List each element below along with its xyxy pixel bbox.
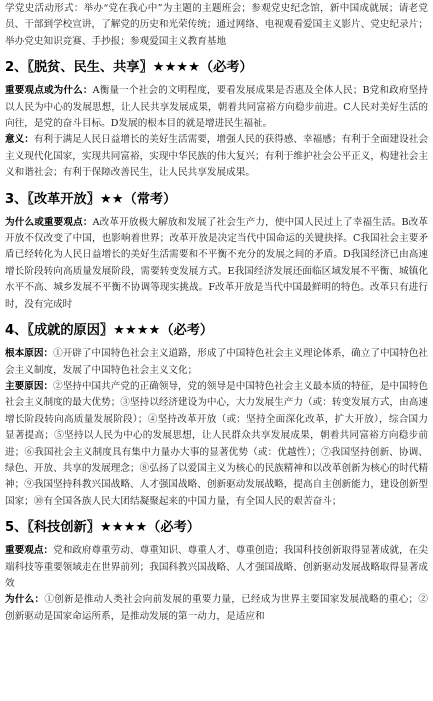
paragraph-text: 有利于满足人民日益增长的美好生活需要，增强人民的获得感、幸福感；有利于全面建设社会主义现代化国家，实现共同富裕，实现中华民族的伟大复兴；有利于维护社会公平正义，构建社会主义和谐社会；有利于保障改善民生，让人民共享发展成果。 bbox=[5, 134, 429, 179]
paragraph-viewpoints bbox=[5, 83, 428, 132]
paragraph-text: ①创新是推动人类社会向前发展的重要力量，已经成为世界主要国家发展战略的重心；②创新驱动是国家命运所系，是推动发展的第一动力，是适应和 bbox=[5, 594, 428, 622]
paragraph-text: A衡量一个社会的文明程度，要看发展成果是否惠及全体人民；B党和政府坚持以人民为中心的发展思想，让人民共享发展成果，朝着共同富裕方向稳步前进。C人民对美好生活的向往，是党的奋斗目标。D发展的根本目的就是增进民生福祉。 bbox=[5, 85, 428, 130]
paragraph-significance bbox=[5, 132, 428, 181]
paragraph-label: 主要原因： bbox=[5, 380, 54, 392]
paragraph-label: 为什么或重要观点： bbox=[5, 216, 93, 228]
section-heading: 3、〖改革开放〗★★（常考） bbox=[5, 191, 177, 207]
paragraph-viewpoints bbox=[5, 543, 428, 592]
paragraph-text: 党和政府尊重劳动、尊重知识、尊重人才、尊重创造；我国科技创新取得显著成就，在尖端科技等重要领域走在世界前列；我国科教兴国战略、人才强国战略、创新驱动发展战略取得显著成效 bbox=[5, 545, 429, 589]
section-reform-opening bbox=[5, 189, 428, 313]
intro-paragraph: 学党史活动形式：举办“党在我心中”为主题的主题班会；参观党史纪念馆，新中国成就展；请老党员、干部到学校宣讲，了解党的历史和光荣传统；通过网络、电视观看爱国主义影片、党史纪录片；举办党史知识竞赛、手抄报；参观爱国主义教育基地 bbox=[5, 3, 429, 47]
paragraph-text: A改革开放极大解放和发展了社会生产力，使中国人民过上了幸福生活。B改革开放不仅改变了中国，也影响着世界；改革开放是决定当代中国命运的关键抉择。C我国社会主要矛盾已经转化为人民日益增长的美好生活需要和不平衡不充分的发展之间的矛盾。D我国经济已由高速增长阶段转向高质量发展阶段，需要转变发展方式。E我国经济发展还面临区域发展不平衡、城镇化水平不高、城乡发展不平衡不协调等现实挑战。F改革开放是当代中国最鲜明的特色。改革只有进行时，没有完成时 bbox=[5, 216, 428, 310]
paragraph-why bbox=[5, 215, 428, 313]
section-heading: 4、〖成就的原因〗★★★★（必考） bbox=[5, 323, 214, 339]
paragraph-why bbox=[5, 592, 428, 625]
paragraph-text: ①开辟了中国特色社会主义道路，形成了中国特色社会主义理论体系，确立了中国特色社会主义制度，发展了中国特色社会主义文化； bbox=[5, 348, 429, 376]
paragraph-label: 为什么： bbox=[5, 594, 45, 606]
paragraph-label: 根本原因： bbox=[5, 348, 54, 360]
section-tech-innovation bbox=[5, 517, 428, 625]
paragraph-main-causes bbox=[5, 379, 428, 510]
paragraph-label: 重要观点： bbox=[5, 545, 54, 557]
paragraph-label: 重要观点或为什么： bbox=[5, 85, 93, 97]
paragraph-text: ②坚持中国共产党的正确领导，党的领导是中国特色社会主义最本质的特征，是中国特色社会主义制度的最大优势；③坚持以经济建设为中心，大力发展生产力（或：转变发展方式，由高速增长阶段转向高质量发展阶段）；④坚持改革开放（或：坚持全面深化改革，扩大开放），综合国力显著提高；⑤坚持以人民为中心的发展思想，让人民群众共享发展成果，朝着共同富裕方向稳步前进；⑥我国社会主义制度具有集中力量办大事的显著优势（或：优越性）；⑦我国坚持创新、协调、绿色、开放、共享的发展理念；⑧弘扬了以爱国主义为核心的民族精神和以改革创新为核心的时代精神；⑨我国坚持科教兴国战略、人才强国战略、创新驱动发展战略，提高自主创新能力，建设创新型国家；⑩有全国各族人民大团结凝聚起来的中国力量，有全国人民的艰苦奋斗； bbox=[5, 380, 429, 507]
paragraph-label: 意义： bbox=[5, 134, 34, 146]
section-heading: 2、〖脱贫、民生、共享〗★★★★（必考） bbox=[5, 60, 253, 76]
section-heading: 5、〖科技创新〗★★★★（必考） bbox=[5, 520, 200, 536]
paragraph-root-cause bbox=[5, 346, 428, 379]
section-achievement-reasons bbox=[5, 320, 428, 510]
section-poverty-livelihood bbox=[5, 57, 428, 181]
